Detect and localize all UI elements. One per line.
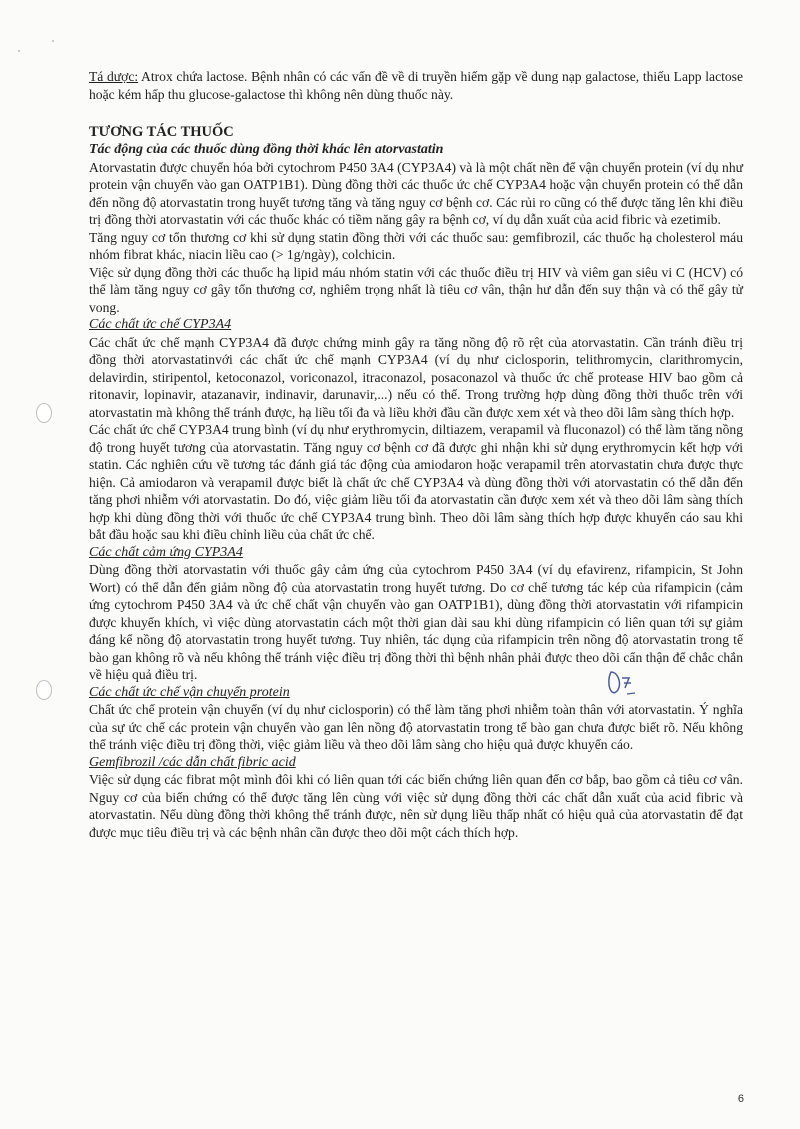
inhibitors-paragraph: Các chất ức chế mạnh CYP3A4 đã được chứng minh gây ra tăng nồng độ rõ rệt của atorvastatin. Cần tránh điều trị đồng thời atorvastatinvới các chất ức chế mạnh CYP3A4 (ví dụ như ciclosporin, telithromycin, clarithromycin, delavirdin, stiripentol, ketoconazol, voriconazol, itraconazol, posaconazol và thuốc ức chế protease HIV bao gồm cả ritonavir, lopinavir, atazanavir, indinavir, darunavir,...) nếu có thể. Trong trường hợp dùng đồng thời thuốc trên với atorvastatin mà không thể tránh được, hạ liều tối đa và liều khởi đầu cần được xem xét và theo dõi lâm sàng thích hợp. xyxy=(89,334,743,420)
excipient-text: Atrox chứa lactose. Bệnh nhân có các vấn đề về di truyền hiếm gặp về dung nạp galactose, thiếu Lapp lactose hoặc kém hấp thu glucose-galactose thì không nên dùng thuốc này. xyxy=(89,69,743,102)
scan-speck xyxy=(52,40,54,42)
document-page xyxy=(89,68,743,841)
punch-hole-mark xyxy=(36,680,52,700)
subsection-title: Tác động của các thuốc dùng đồng thời khác lên atorvastatin xyxy=(89,142,444,157)
inducers-paragraph: Dùng đồng thời atorvastatin với thuốc gây cảm ứng của cytochrom P450 3A4 (ví dụ efavirenz, rifampicin, St John Wort) có thể dẫn đến giảm nồng độ của atorvastatin trong huyết tương. Do cơ chế tương tác kép của rifampicin (cảm ứng cytochrom P450 3A4 và ức chế chất vận chuyển vào gan OATP1B1), dùng đồng thời atorvastatin với rifampicin được khuyến khích, vì việc dùng atorvastatin cách một thời gian dài sau khi dùng rifampicin có liên quan tới sự giảm đáng kể nồng độ atorvastatin trong huyết tương. Tuy nhiên, tác dụng của rifampicin trên nồng độ atorvastatin trong tế bào gan không rõ và nếu không thể tránh việc điều trị đồng thời thì bệnh nhân phải được theo dõi cẩn thận để chắc chắn về hiệu quả điều trị. xyxy=(89,562,743,682)
scan-speck xyxy=(18,50,20,52)
punch-hole-mark xyxy=(36,403,52,423)
fibrates-heading: Gemfibrozil /các dẫn chất fibric acid xyxy=(89,754,296,770)
excipient-label: Tá dược: xyxy=(89,69,139,84)
section-title: TƯƠNG TÁC THUỐC xyxy=(89,124,234,140)
inducers-heading: Các chất cảm ứng CYP3A4 xyxy=(89,544,243,560)
fibrates-paragraph: Việc sử dụng các fibrat một mình đôi khi có liên quan tới các biến chứng liên quan đến cơ bắp, bao gồm cả tiêu cơ vân. Nguy cơ của biến chứng có thể được tăng lên cùng với việc sử dụng đồng thời các chất dẫn xuất của acid fibric và atorvastatin. Nếu dùng đồng thời không thể tránh được, nên sử dụng liều thấp nhất có hiệu quả của atorvastatin để đạt được mục tiêu điều trị và các bệnh nhân cần được theo dõi một cách thích hợp. xyxy=(89,772,743,840)
intro-paragraph: Atorvastatin được chuyển hóa bởi cytochrom P450 3A4 (CYP3A4) và là một chất nền để vận chuyển protein (ví dụ như protein vận chuyển vào gan OATP1B1). Dùng đồng thời các thuốc ức chế CYP3A4 hoặc vận chuyển protein có thể dẫn đến nồng độ atorvastatin trong huyết tương tăng và tăng nguy cơ bệnh cơ. Các rủi ro cũng có thể được tăng lên khi điều trị đồng thời atorvastatin với các thuốc khác có tiềm năng gây ra bệnh cơ, ví dụ dẫn xuất của acid fibric và ezetimib. xyxy=(89,159,743,227)
intro-paragraph: Việc sử dụng đồng thời các thuốc hạ lipid máu nhóm statin với các thuốc điều trị HIV và viêm gan siêu vi C (HCV) có thể làm tăng nguy cơ gây tổn thương cơ, nghiêm trọng nhất là tiêu cơ vân, thận hư dẫn đến suy thận và có thể gây tử vong. xyxy=(89,264,743,315)
inhibitors-heading: Các chất ức chế CYP3A4 xyxy=(89,317,232,332)
transport-paragraph: Chất ức chế protein vận chuyển (ví dụ như ciclosporin) có thể làm tăng phơi nhiễm toàn thân với atorvastatin. Ý nghĩa của sự ức chế các protein vận chuyển vào gan lên nồng độ atorvastatin trong tế bào gan chưa được biết rõ. Nếu không thể tránh việc điều trị đồng thời, việc giảm liều và theo dõi lâm sàng cho hiệu quả được khuyến cáo. xyxy=(89,702,743,752)
transport-heading: Các chất ức chế vận chuyển protein xyxy=(89,684,290,700)
inhibitors-paragraph: Các chất ức chế CYP3A4 trung bình (ví dụ như erythromycin, diltiazem, verapamil và fluconazol) có thể làm tăng nồng độ trong huyết tương của atorvastatin. Tăng nguy cơ bệnh cơ đã được ghi nhận khi sử dụng erythromycin kết hợp với statin. Các nghiên cứu về tương tác đánh giá tác động của amiodaron hoặc verapamil trên atorvastatin chưa được thực hiện. Cả amiodaron và verapamil được biết là chất ức chế CYP3A4 và dùng đồng thời với atorvastatin có thể dẫn đến tăng phơi nhiễm với atorvastatin. Do đó, việc giảm liều tối đa atorvastatin cần được xem xét và theo dõi lâm sàng thích hợp khi dùng đồng thời với thuốc ức chế CYP3A4 trung bình. Theo dõi lâm sàng thích hợp được khuyến cáo sau khi bắt đầu hoặc sau khi điều chỉnh liều của chất ức chế. xyxy=(89,422,743,542)
excipient-note xyxy=(89,68,743,103)
intro-paragraph: Tăng nguy cơ tổn thương cơ khi sử dụng statin đồng thời với các thuốc sau: gemfibrozil, các thuốc hạ cholesterol máu nhóm fibrat khác, niacin liều cao (> 1g/ngày), colchicin. xyxy=(89,229,743,262)
page-number: 6 xyxy=(737,1093,744,1105)
